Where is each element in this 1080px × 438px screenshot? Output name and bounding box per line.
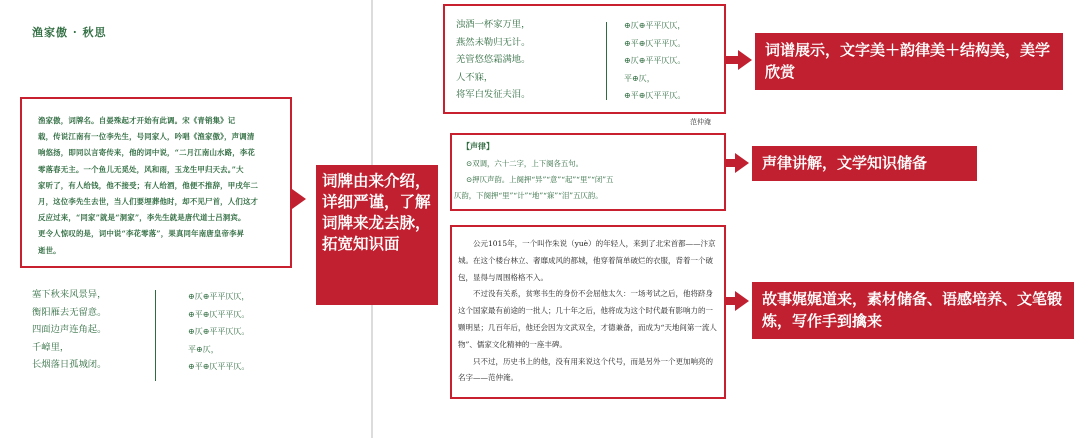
author-name: 范仲淹 bbox=[690, 118, 711, 126]
arrow-right-icon bbox=[735, 153, 749, 173]
tone-line: ⊕平⊕仄平平仄。 bbox=[624, 91, 686, 100]
poem-line: 将军白发征夫泪。 bbox=[456, 89, 531, 100]
intro-line: 载，传说江南有一位李先生，号同家人，吟唱《渔家傲》，声调清 bbox=[38, 132, 255, 142]
tone-line: ⊕仄⊕平平仄仄。 bbox=[624, 56, 686, 65]
arrow-right-icon bbox=[292, 189, 306, 209]
poem-line: 塞下秋来风景异， bbox=[32, 289, 107, 300]
story-paragraph: 公元1015年，一个叫作朱说（yuè）的年轻人，来到了北宋首都——汴京城。在这个楼台林立、奢靡成风的都城，他穿着简单破烂的衣服，背着一个破包，显得与周围格格不入。 bbox=[458, 239, 716, 282]
poem-line: 长烟落日孤城闭。 bbox=[32, 359, 107, 370]
intro-line: 反应过来，“同家”就是“洞家”，李先生就是唐代道士吕洞宾。 bbox=[38, 213, 246, 223]
tone-line: ⊕仄⊕平平仄仄， bbox=[188, 292, 250, 301]
arrow-right-icon bbox=[738, 50, 752, 70]
intro-line: 月，这位李先生去世，当人们要埋葬他时，却不见尸首，人们这才 bbox=[38, 197, 259, 207]
tone-line: ⊕仄⊕平平仄仄。 bbox=[188, 327, 250, 336]
tone-line: ⊕平⊕仄平平仄。 bbox=[188, 309, 250, 319]
story-text bbox=[458, 236, 720, 387]
poem-verse-upper bbox=[32, 286, 106, 374]
arrow-right-icon bbox=[735, 291, 749, 311]
rhythm-title: 【声律】 bbox=[462, 141, 494, 151]
poem-line: 浊酒一杯家万里， bbox=[456, 19, 531, 30]
story-paragraph: 不过没有关系，贫寒书生的身份不会屈他太久：一场考试之后，他将跻身这个国家最有前途的一批人；几十年之后，他将成为这个时代最有影响力的一颗明星；几百年后，他还会因为文武双全，才德兼备，而成为“天地间第一流人物”、儒家文化精神的一座丰碑。 bbox=[458, 289, 717, 349]
tone-pattern-lower bbox=[624, 17, 685, 105]
tone-line: 平⊕仄， bbox=[624, 73, 655, 83]
poem-verse-lower bbox=[456, 16, 530, 104]
rhythm-line: ⊙押仄声韵。上阕押“异”“意”“起”“里”“闭”五 bbox=[466, 175, 614, 184]
story-paragraph: 只不过，历史书上的他，没有用来说这个代号，而是另外一个更加响亮的名字——范仲淹。 bbox=[458, 356, 713, 383]
callout-pattern: 词谱展示，文字美＋韵律美＋结构美，美学欣赏 bbox=[755, 33, 1063, 90]
poem-line: 羌管悠悠霜满地。 bbox=[456, 54, 531, 65]
rhythm-line: ⊙双调，六十二字，上下阕各五句。 bbox=[466, 159, 584, 168]
callout-origin: 词牌由来介绍，详细严谨，了解词牌来龙去脉，拓宽知识面 bbox=[316, 165, 438, 305]
poem-line: 人不寐， bbox=[456, 71, 494, 83]
cipai-intro-box bbox=[20, 97, 292, 268]
intro-line: 响悠扬，即同以言寄传来，他的词中说，“二月江南山水路，李花 bbox=[38, 148, 255, 158]
tone-line: 平⊕仄， bbox=[188, 344, 219, 354]
tone-line: ⊕平⊕仄平平仄。 bbox=[188, 362, 250, 371]
poem-line: 燕然未勒归无计。 bbox=[456, 36, 531, 48]
tone-line: ⊕仄⊕平平仄仄， bbox=[624, 21, 686, 30]
callout-rhythm: 声律讲解，文学知识储备 bbox=[752, 146, 977, 181]
divider bbox=[606, 22, 607, 100]
intro-line: 更令人惊叹的是，词中说“李花零落”，果真同年南唐皇帝李昇 bbox=[38, 229, 245, 239]
intro-line: 零落春无主。一个鱼儿无觅处，风和雨，玉龙生甲归天去。”大 bbox=[38, 164, 244, 174]
tone-pattern-upper bbox=[188, 288, 249, 376]
poem-line: 四面边声连角起。 bbox=[32, 324, 107, 335]
divider bbox=[155, 290, 156, 381]
intro-line: 逝世。 bbox=[38, 245, 61, 255]
tone-line: ⊕平⊕仄平平仄。 bbox=[624, 38, 686, 48]
intro-line: 渔家傲，词牌名。自晏殊起才开始有此调。宋《青销集》记 bbox=[38, 116, 236, 125]
intro-line: 家听了，有人给钱，他不接受；有人给酒，他便不推辞，甲戌年二 bbox=[38, 180, 259, 190]
poem-title: 渔家傲 · 秋思 bbox=[32, 26, 107, 39]
rhythm-line: 仄韵，下阕押“里”“计”“地”“寐”“泪”五仄韵。 bbox=[454, 191, 603, 200]
callout-story: 故事娓娓道来，素材储备、语感培养、文笔锻炼，写作手到擒来 bbox=[752, 282, 1074, 339]
poem-line: 千嶂里， bbox=[32, 341, 70, 353]
poem-line: 衡阳雁去无留意。 bbox=[32, 306, 107, 318]
